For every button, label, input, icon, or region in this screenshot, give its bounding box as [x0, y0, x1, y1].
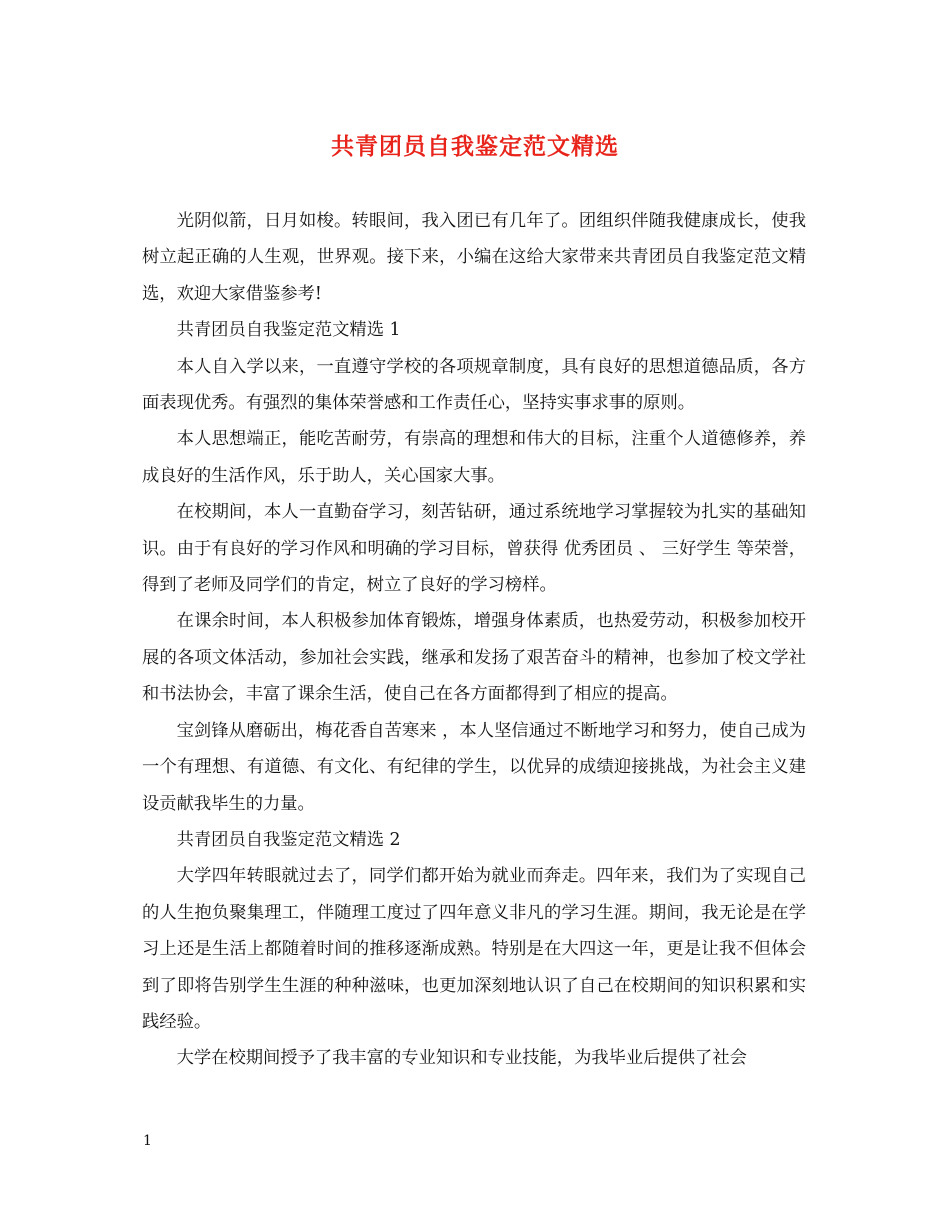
body-paragraph: 本人思想端正，能吃苦耐劳，有崇高的理想和伟大的目标，注重个人道德修养，养成良好的生活作风，乐于助人，关心国家大事。	[142, 429, 806, 486]
body-paragraph: 大学四年转眼就过去了，同学们都开始为就业而奔走。四年来，我们为了实现自己的人生抱负聚集理工，伴随理工度过了四年意义非凡的学习生涯。期间，我无论是在学习上还是生活上都随着时间的推移逐渐成熟。特别是在大四这一年，更是让我不但体会到了即将告别学生生涯的种种滋味，也更加深刻地认识了自己在校期间的知识积累和实践经验。	[142, 866, 806, 1032]
body-paragraph: 大学在校期间授予了我丰富的专业知识和专业技能，为我毕业后提供了社会	[176, 1048, 747, 1069]
body-paragraph: 本人自入学以来，一直遵守学校的各项规章制度，具有良好的思想道德品质，各方面表现优秀。有强烈的集体荣誉感和工作责任心，坚持实事求事的原则。	[142, 356, 806, 414]
body-paragraph: 在校期间，本人一直勤奋学习，刻苦钻研，通过系统地学习掌握较为扎实的基础知识。由于有良好的学习作风和明确的学习目标，曾获得 优秀团员 、 三好学生 等荣誉，得到了老师及同学们的肯定，树立了良好的学习榜样。	[142, 502, 806, 596]
body-paragraph: 在课余时间，本人积极参加体育锻炼，增强身体素质，也热爱劳动，积极参加校开展的各项文体活动，参加社会实践，继承和发扬了艰苦奋斗的精神，也参加了校文学社和书法协会，丰富了课余生活，使自己在各方面都得到了相应的提高。	[142, 611, 806, 705]
document-body	[142, 203, 806, 1077]
page-number: 1	[143, 1133, 152, 1149]
section-heading-2: 共青团员自我鉴定范文精选 2	[176, 829, 401, 850]
body-paragraph: 宝剑锋从磨砺出，梅花香自苦寒来 ，本人坚信通过不断地学习和努力，使自己成为一个有理想、有道德、有文化、有纪律的学生，以优异的成绩迎接挑战，为社会主义建设贡献我毕生的力量。	[142, 720, 806, 814]
section-heading-1: 共青团员自我鉴定范文精选 1	[176, 320, 401, 341]
intro-paragraph: 光阴似箭，日月如梭。转眼间，我入团已有几年了。团组织伴随我健康成长，使我树立起正确的人生观，世界观。接下来，小编在这给大家带来共青团员自我鉴定范文精选，欢迎大家借鉴参考!	[142, 211, 806, 304]
document-title: 共青团员自我鉴定范文精选	[331, 134, 619, 160]
